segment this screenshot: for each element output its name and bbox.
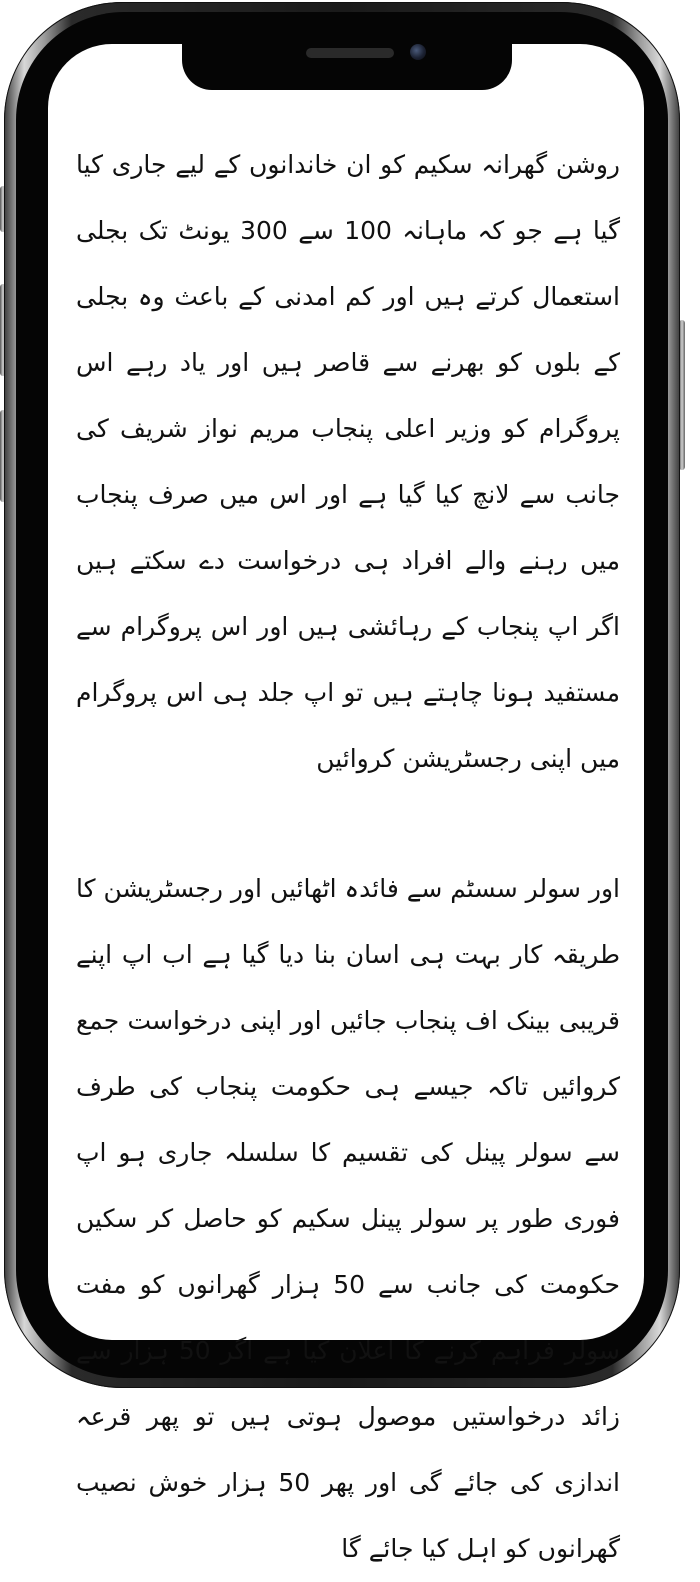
front-camera-icon [410,44,426,60]
phone-screen[interactable] [48,44,644,1563]
article-paragraph: روشن گھرانہ سکیم کو ان خاندانوں کے لیے جاری کیا گیا ہے جو کہ ماہانہ 100 سے 300 یونٹ تک بجلی استعمال کرتے ہیں اور کم امدنی کے باعث وہ بجلی کے بلوں کو بھرنے سے قاصر ہیں اور یاد رہے اس پروگرام کو وزیر اعلی پنجاب مریم نواز شریف کی جانب سے لانچ کیا گیا ہے اور اس میں صرف پنجاب میں رہنے والے افراد ہی درخواست دے سکتے ہیں اگر اپ پنجاب کے رہائشی ہیں اور اس پروگرام سے مستفید ہونا چاہتے ہیں تو اپ جلد ہی اس پروگرام میں اپنی رجسٹریشن کروائیں [76,150,620,773]
article-body [76,132,620,1582]
phone-frame [4,2,680,1563]
phone-notch [182,40,512,90]
speaker-grille [306,48,394,58]
article-paragraph: اور سولر سسٹم سے فائدہ اٹھائیں اور رجسٹریشن کا طریقہ کار بہت ہی اسان بنا دیا گیا ہے اب اپ اپنے قریبی بینک اف پنجاب جائیں اور اپنی درخواست جمع کروائیں تاکہ جیسے ہی حکومت پنجاب کی طرف سے سولر پینل کی تقسیم کا سلسلہ جاری ہو اپ فوری طور پر سولر پینل سکیم کو حاصل کر سکیں حکومت کی جانب سے 50 ہزار گھرانوں کو مفت سولر فراہم کرنے کا اعلان کیا ہے اگر 50 ہزار سے زائد درخواستیں موصول ہوتی ہیں تو پھر قرعہ اندازی کی جائے گی اور پھر 50 ہزار خوش نصیب گھرانوں کو اہل کیا جائے گا [76,874,620,1563]
